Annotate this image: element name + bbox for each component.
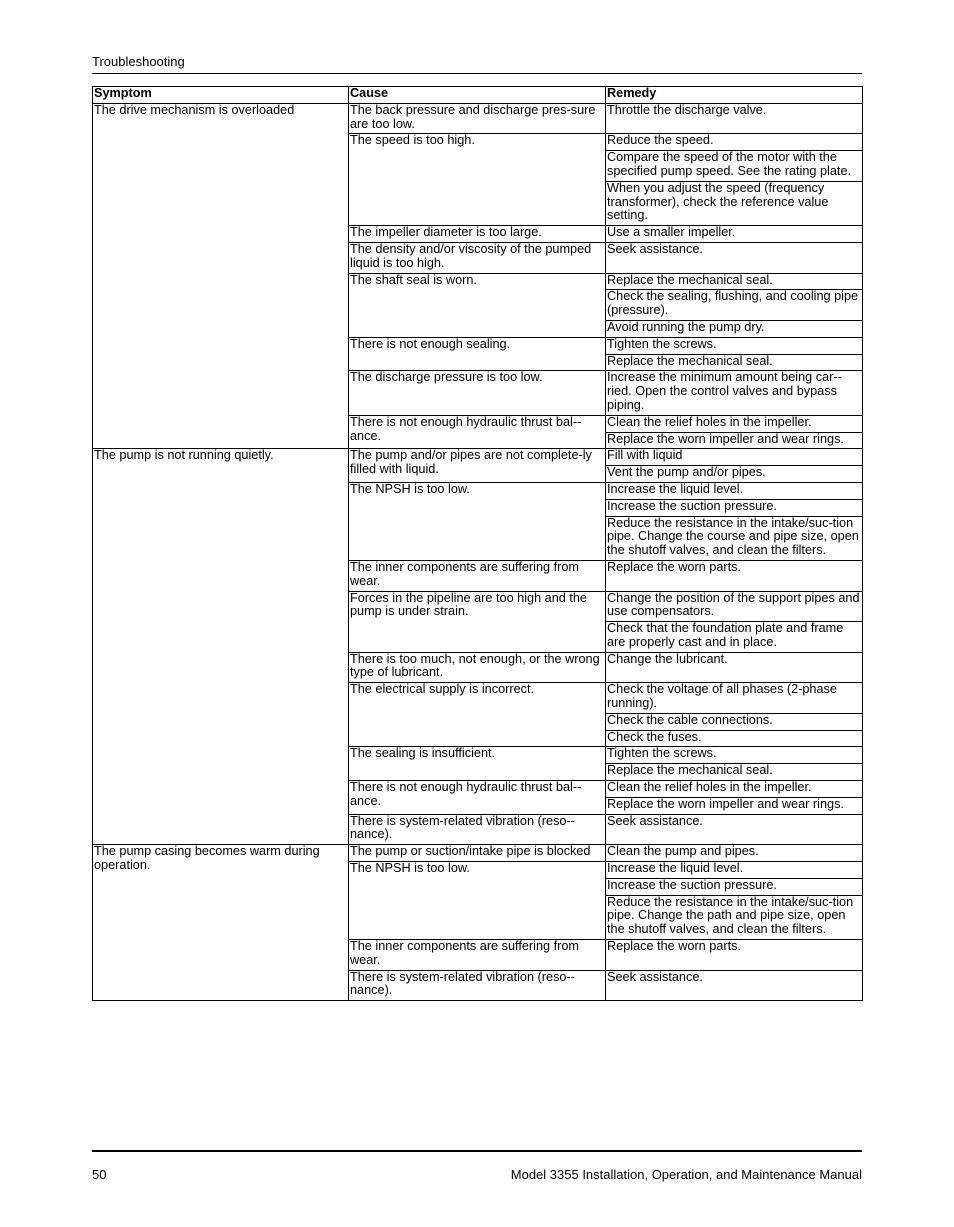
- cause-cell: There is not enough sealing.: [349, 337, 606, 371]
- cause-cell: The impeller diameter is too large.: [349, 226, 606, 243]
- remedy-cell: Reduce the resistance in the intake/suc-tion pipe. Change the path and pipe size, open the shutoff valves, and clean the filters.: [606, 895, 863, 939]
- remedy-cell: Seek assistance.: [606, 970, 863, 1001]
- column-header-symptom: Symptom: [93, 87, 349, 104]
- cause-cell: The density and/or viscosity of the pumped liquid is too high.: [349, 242, 606, 273]
- cause-cell: The sealing is insufficient.: [349, 747, 606, 781]
- remedy-cell: Check the cable connections.: [606, 713, 863, 730]
- cause-cell: The NPSH is too low.: [349, 862, 606, 940]
- page-number: 50: [92, 1167, 107, 1182]
- remedy-cell: Tighten the screws.: [606, 337, 863, 354]
- cause-cell: The speed is too high.: [349, 134, 606, 226]
- remedy-cell: Change the position of the support pipes and use compensators.: [606, 591, 863, 622]
- symptom-cell: The drive mechanism is overloaded: [93, 103, 349, 449]
- table-header-row: [93, 87, 863, 104]
- cause-cell: The pump and/or pipes are not complete-ly filled with liquid.: [349, 449, 606, 483]
- remedy-cell: Use a smaller impeller.: [606, 226, 863, 243]
- remedy-cell: Clean the relief holes in the impeller.: [606, 415, 863, 432]
- cause-cell: The NPSH is too low.: [349, 482, 606, 560]
- remedy-cell: Replace the worn parts.: [606, 560, 863, 591]
- cause-cell: The electrical supply is incorrect.: [349, 683, 606, 747]
- remedy-cell: Increase the liquid level.: [606, 862, 863, 879]
- table-row: [93, 103, 863, 134]
- symptom-cell: The pump casing becomes warm during operation.: [93, 845, 349, 1001]
- remedy-cell: Vent the pump and/or pipes.: [606, 466, 863, 483]
- remedy-cell: Replace the mechanical seal.: [606, 273, 863, 290]
- cause-cell: The shaft seal is worn.: [349, 273, 606, 337]
- remedy-cell: Check that the foundation plate and frame are properly cast and in place.: [606, 622, 863, 653]
- cause-cell: There is not enough hydraulic thrust bal-ance.: [349, 415, 606, 449]
- cause-cell: There is system-related vibration (reso-nance).: [349, 970, 606, 1001]
- table-body: [93, 103, 863, 1000]
- remedy-cell: Clean the relief holes in the impeller.: [606, 781, 863, 798]
- remedy-cell: Compare the speed of the motor with the specified pump speed. See the rating plate.: [606, 151, 863, 182]
- remedy-cell: Replace the worn parts.: [606, 940, 863, 971]
- column-header-cause: Cause: [349, 87, 606, 104]
- remedy-cell: Throttle the discharge valve.: [606, 103, 863, 134]
- column-header-remedy: Remedy: [606, 87, 863, 104]
- cause-cell: There is not enough hydraulic thrust bal-ance.: [349, 781, 606, 815]
- remedy-cell: Replace the mechanical seal.: [606, 354, 863, 371]
- cause-cell: The pump or suction/intake pipe is blocked: [349, 845, 606, 862]
- manual-title: Model 3355 Installation, Operation, and Maintenance Manual: [510, 1167, 862, 1182]
- remedy-cell: Clean the pump and pipes.: [606, 845, 863, 862]
- cause-cell: The discharge pressure is too low.: [349, 371, 606, 415]
- remedy-cell: Avoid running the pump dry.: [606, 320, 863, 337]
- header-divider: [92, 73, 862, 74]
- remedy-cell: When you adjust the speed (frequency transformer), check the reference value setting.: [606, 181, 863, 225]
- remedy-cell: Change the lubricant.: [606, 652, 863, 683]
- remedy-cell: Tighten the screws.: [606, 747, 863, 764]
- remedy-cell: Reduce the resistance in the intake/suc-tion pipe. Change the course and pipe size, open the shutoff valves, and clean the filters.: [606, 516, 863, 560]
- remedy-cell: Increase the minimum amount being car-ried. Open the control valves and bypass piping.: [606, 371, 863, 415]
- cause-cell: There is system-related vibration (reso-nance).: [349, 814, 606, 845]
- cause-cell: Forces in the pipeline are too high and the pump is under strain.: [349, 591, 606, 652]
- cause-cell: There is too much, not enough, or the wrong type of lubricant.: [349, 652, 606, 683]
- remedy-cell: Check the voltage of all phases (2-phase running).: [606, 683, 863, 714]
- remedy-cell: Increase the suction pressure.: [606, 499, 863, 516]
- remedy-cell: Replace the worn impeller and wear rings.: [606, 797, 863, 814]
- section-header: Troubleshooting: [92, 54, 185, 69]
- remedy-cell: Check the sealing, flushing, and cooling pipe (pressure).: [606, 290, 863, 321]
- remedy-cell: Replace the mechanical seal.: [606, 764, 863, 781]
- footer-divider: [92, 1150, 862, 1152]
- remedy-cell: Increase the suction pressure.: [606, 878, 863, 895]
- remedy-cell: Replace the worn impeller and wear rings.: [606, 432, 863, 449]
- table-row: [93, 449, 863, 466]
- cause-cell: The back pressure and discharge pres-sure are too low.: [349, 103, 606, 134]
- table-row: [93, 845, 863, 862]
- cause-cell: The inner components are suffering from wear.: [349, 940, 606, 971]
- remedy-cell: Seek assistance.: [606, 242, 863, 273]
- symptom-cell: The pump is not running quietly.: [93, 449, 349, 845]
- remedy-cell: Reduce the speed.: [606, 134, 863, 151]
- remedy-cell: Seek assistance.: [606, 814, 863, 845]
- troubleshooting-table: [92, 86, 863, 1001]
- cause-cell: The inner components are suffering from wear.: [349, 560, 606, 591]
- remedy-cell: Increase the liquid level.: [606, 482, 863, 499]
- remedy-cell: Fill with liquid: [606, 449, 863, 466]
- remedy-cell: Check the fuses.: [606, 730, 863, 747]
